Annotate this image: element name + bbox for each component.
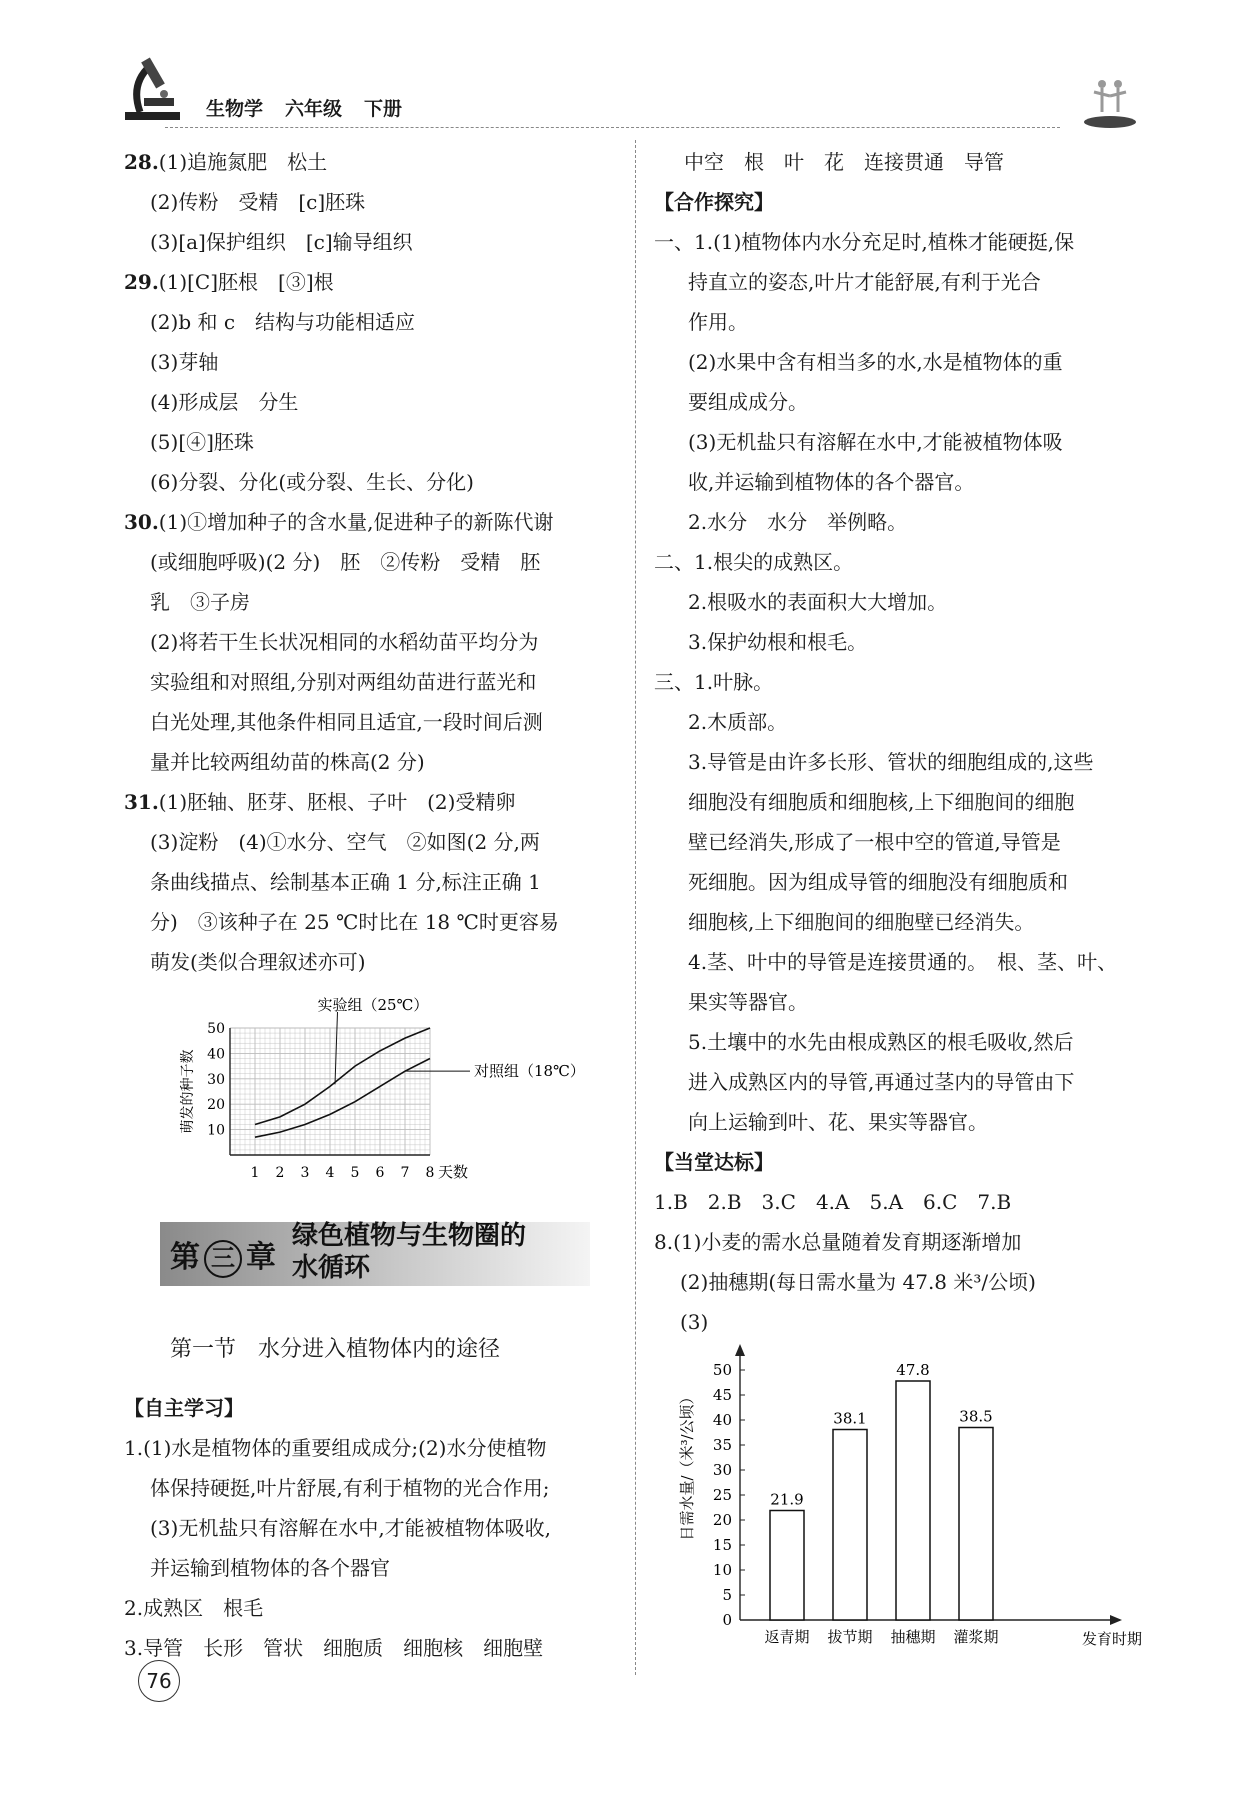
hezuo-c10: 5.土壤中的水先由根成熟区的根毛吸收,然后 [688, 1030, 1074, 1054]
x-tick-label: 灌浆期 [953, 1628, 999, 1646]
q8-line1: 8.(1)小麦的需水总量随着发育期逐渐增加 [654, 1230, 1022, 1254]
x-tick-label: 3 [300, 1165, 310, 1181]
y-tick-label: 20 [207, 1097, 225, 1114]
x-tick-label: 拔节期 [827, 1628, 873, 1646]
x-axis-label: 发育时期 [1081, 1630, 1143, 1648]
hezuo-c5: 壁已经消失,形成了一根中空的管道,导管是 [688, 830, 1061, 854]
zizhu-line4: 并运输到植物体的各个器官 [150, 1556, 390, 1580]
hezuo-a3: 作用。 [688, 310, 748, 334]
q28-line1: 28.(1)追施氮肥 松土 [124, 150, 328, 174]
y-tick-label: 40 [712, 1411, 732, 1429]
hezuo-c1: 三、1.叶脉。 [654, 670, 774, 694]
y-tick-label: 20 [712, 1511, 732, 1529]
y-tick-label: 35 [712, 1436, 732, 1454]
hezuo-a6: (3)无机盐只有溶解在水中,才能被植物体吸 [688, 430, 1063, 454]
zizhu-line6: 3.导管 长形 管状 细胞质 细胞核 细胞壁 [124, 1636, 544, 1660]
q30-line7: 量并比较两组幼苗的株高(2 分) [150, 750, 425, 774]
bar-2 [896, 1381, 930, 1620]
hezuo-c2: 2.木质部。 [688, 710, 788, 734]
q29-line4: (4)形成层 分生 [150, 390, 299, 414]
series-line-experiment [255, 1028, 430, 1125]
hezuo-c9: 果实等器官。 [688, 990, 808, 1014]
x-tick-label: 8 [425, 1165, 435, 1181]
q8-line2: (2)抽穗期(每日需水量为 47.8 米³/公顷) [680, 1270, 1036, 1294]
cont-line: 中空 根 叶 花 连接贯通 导管 [684, 150, 1004, 174]
q31-line4: 分) ③该种子在 25 ℃时比在 18 ℃时更容易 [150, 910, 559, 934]
y-tick-label: 40 [207, 1046, 225, 1063]
q28-line3: (3)[a]保护组织 [c]输导组织 [150, 230, 413, 254]
bar-value-label: 38.5 [959, 1407, 993, 1426]
hezuo-a2: 持直立的姿态,叶片才能舒展,有利于光合 [688, 270, 1041, 294]
series-label-control: 对照组（18℃） [474, 1062, 585, 1081]
zizhu-line2: 体保持硬挺,叶片舒展,有利于植物的光合作用; [150, 1476, 550, 1500]
bar-value-label: 21.9 [770, 1490, 804, 1509]
chapter-banner [160, 1222, 590, 1286]
x-tick-label: 返青期 [764, 1628, 810, 1646]
zizhu-line3: (3)无机盐只有溶解在水中,才能被植物体吸收, [150, 1516, 552, 1540]
bar-3 [959, 1428, 993, 1621]
water-demand-bar-chart [678, 1330, 1143, 1660]
q29-line1: 29.(1)[C]胚根 [③]根 [124, 270, 334, 294]
chapter-number: 三 [204, 1240, 242, 1278]
q29-number: 29. [124, 270, 159, 294]
y-tick-label: 0 [722, 1611, 732, 1629]
q8-line3: (3) [680, 1310, 709, 1334]
dangtang-answers: 1.B 2.B 3.C 4.A 5.A 6.C 7.B [654, 1190, 1012, 1214]
microscope-icon [120, 54, 190, 126]
y-tick-label: 45 [712, 1386, 732, 1404]
q29-line3: (3)芽轴 [150, 350, 219, 374]
right-column [654, 142, 1154, 1342]
x-tick-label: 7 [400, 1165, 410, 1181]
dancers-icon [1080, 70, 1140, 130]
y-tick-label: 10 [712, 1561, 732, 1579]
y-tick-label: 15 [712, 1536, 732, 1554]
zizhu-heading: 【自主学习】 [124, 1396, 244, 1420]
header-subject: 生物学 [206, 98, 264, 120]
x-tick-label: 1 [250, 1165, 260, 1181]
series-label-experiment: 实验组（25℃） [317, 996, 429, 1014]
hezuo-b3: 3.保护幼根和根毛。 [688, 630, 868, 654]
q30-line5: 实验组和对照组,分别对两组幼苗进行蓝光和 [150, 670, 537, 694]
hezuo-c4: 细胞没有细胞质和细胞核,上下细胞间的细胞 [688, 790, 1075, 814]
section-title: 第一节 水分进入植物体内的途径 [170, 1337, 501, 1362]
hezuo-c3: 3.导管是由许多长形、管状的细胞组成的,这些 [688, 750, 1094, 774]
y-tick-label: 30 [207, 1071, 225, 1088]
q30-line2: (或细胞呼吸)(2 分) 胚 ②传粉 受精 胚 [150, 550, 541, 574]
q28-line2: (2)传粉 受精 [c]胚珠 [150, 190, 366, 214]
hezuo-c12: 向上运输到叶、花、果实等器官。 [688, 1110, 988, 1134]
series-line-control [255, 1058, 430, 1137]
q28-number: 28. [124, 150, 159, 174]
x-axis-arrow [1110, 1615, 1122, 1625]
chapter-title: 绿色植物与生物圈的 水循环 [292, 1221, 527, 1283]
q29-line6: (6)分裂、分化(或分裂、生长、分化) [150, 470, 474, 494]
bar-value-label: 38.1 [833, 1409, 867, 1428]
x-tick-label: 5 [350, 1165, 360, 1181]
x-tick-label: 抽穗期 [890, 1628, 936, 1646]
header-title [206, 94, 424, 121]
zizhu-line1: 1.(1)水是植物体的重要组成成分;(2)水分使植物 [124, 1436, 547, 1460]
q31-line1: 31.(1)胚轴、胚芽、胚根、子叶 (2)受精卵 [124, 790, 516, 814]
bar-0 [770, 1511, 804, 1621]
header-volume: 下册 [364, 98, 403, 120]
y-axis-label: 萌发的种子数 [180, 1049, 196, 1134]
q29-line2: (2)b 和 c 结构与功能相适应 [150, 310, 416, 334]
hezuo-a8: 2.水分 水分 举例略。 [688, 510, 908, 534]
y-tick-label: 25 [712, 1486, 732, 1504]
hezuo-a1: 一、1.(1)植物体内水分充足时,植株才能硬挺,保 [654, 230, 1075, 254]
zizhu-line5: 2.成熟区 根毛 [124, 1596, 264, 1620]
y-tick-label: 10 [207, 1122, 225, 1139]
x-tick-label: 6 [375, 1165, 385, 1181]
hezuo-a4: (2)水果中含有相当多的水,水是植物体的重 [688, 350, 1063, 374]
bar-value-label: 47.8 [896, 1361, 930, 1379]
hezuo-a5: 要组成成分。 [688, 390, 808, 414]
header-grade: 六年级 [285, 98, 343, 120]
x-tick-label: 2 [275, 1165, 285, 1181]
hezuo-heading: 【合作探究】 [654, 190, 774, 214]
hezuo-b2: 2.根吸水的表面积大大增加。 [688, 590, 948, 614]
q30-number: 30. [124, 510, 159, 534]
column-divider [635, 140, 636, 1675]
left-column [124, 142, 624, 982]
hezuo-c6: 死细胞。因为组成导管的细胞没有细胞质和 [688, 870, 1068, 894]
page-number: 76 [138, 1660, 180, 1702]
q31-line3: 条曲线描点、绘制基本正确 1 分,标注正确 1 [150, 870, 541, 894]
q31-line5: 萌发(类似合理叙述亦可) [150, 950, 366, 974]
q30-line3: 乳 ③子房 [150, 590, 250, 614]
q30-line4: (2)将若干生长状况相同的水稻幼苗平均分为 [150, 630, 539, 654]
chapter-label: 第 三 章 [170, 1232, 276, 1278]
x-tick-label: 4 [325, 1165, 335, 1181]
hezuo-c7: 细胞核,上下细胞间的细胞壁已经消失。 [688, 910, 1035, 934]
q31-line2: (3)淀粉 (4)①水分、空气 ②如图(2 分,两 [150, 830, 540, 854]
x-axis-label: 天数 [438, 1163, 469, 1181]
y-tick-label: 30 [712, 1461, 732, 1479]
y-tick-label: 50 [712, 1361, 732, 1379]
q31-number: 31. [124, 790, 159, 814]
q29-line5: (5)[④]胚珠 [150, 430, 254, 454]
y-tick-label: 5 [722, 1586, 732, 1604]
y-axis-arrow [735, 1344, 745, 1356]
y-axis-label: 日需水量/（米³/公顷） [678, 1389, 696, 1541]
zizhu-block [124, 1388, 624, 1668]
germination-line-chart [180, 996, 610, 1190]
dangtang-heading: 【当堂达标】 [654, 1150, 774, 1174]
q30-line1: 30.(1)①增加种子的含水量,促进种子的新陈代谢 [124, 510, 554, 534]
q30-line6: 白光处理,其他条件相同且适宜,一段时间后测 [150, 710, 543, 734]
hezuo-c8: 4.茎、叶中的导管是连接贯通的。 根、茎、叶、 [688, 950, 1118, 974]
hezuo-c11: 进入成熟区内的导管,再通过茎内的导管由下 [688, 1070, 1075, 1094]
bar-1 [833, 1430, 867, 1621]
hezuo-b1: 二、1.根尖的成熟区。 [654, 550, 854, 574]
y-tick-label: 50 [207, 1021, 225, 1037]
page-header [120, 50, 1140, 128]
header-rule [165, 127, 1060, 128]
hezuo-a7: 收,并运输到植物体的各个器官。 [688, 470, 975, 494]
